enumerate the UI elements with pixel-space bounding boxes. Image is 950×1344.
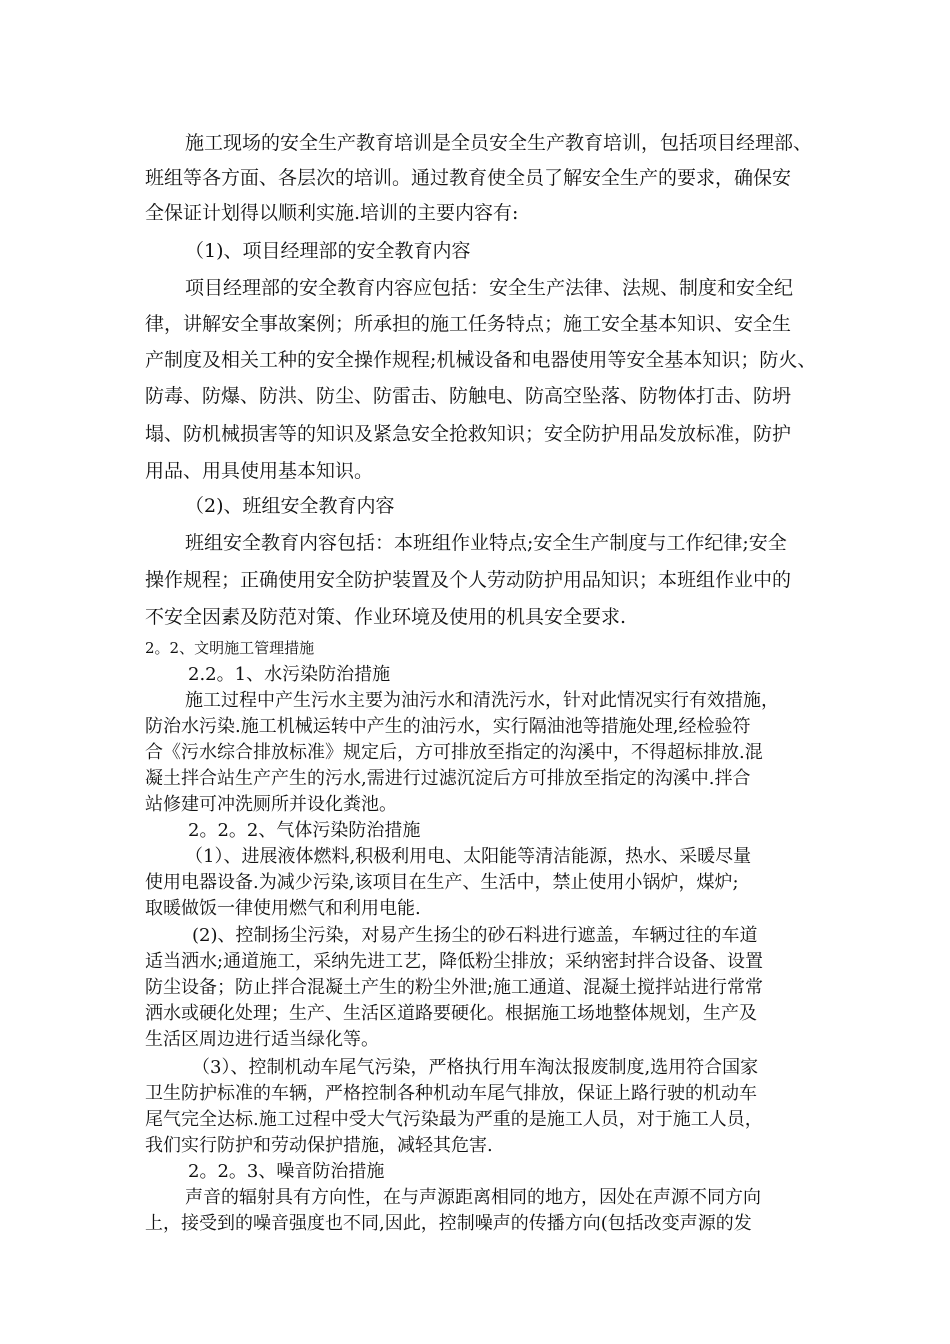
noise-line-1: 声音的辐射具有方向性，在与声源距离相同的地方，因处在声源不同方向	[185, 1187, 761, 1208]
water-line-5: 站修建可冲洗厕所并设化粪池。	[145, 794, 397, 815]
project-dept-line-5: 塌、防机械损害等的知识及紧急安全抢救知识；安全防护用品发放标准，防护	[145, 423, 792, 445]
gas-p3-line-2: 卫生防护标准的车辆，严格控制各种机动车尾气排放，保证上路行驶的机动车	[145, 1083, 757, 1104]
project-dept-line-1: 项目经理部的安全教育内容应包括：安全生产法律、法规、制度和安全纪	[185, 277, 794, 299]
heading-gas-pollution: 2。2。2、气体污染防治措施	[188, 820, 421, 841]
gas-p2-line-4: 洒水或硬化处理；生产、生活区道路要硬化。根据施工场地整体规划，生产及	[145, 1003, 757, 1024]
team-line-1: 班组安全教育内容包括：本班组作业特点;安全生产制度与工作纪律;安全	[185, 532, 787, 554]
project-dept-line-6: 用品、用具使用基本知识。	[145, 460, 374, 482]
subheading-project-dept: （1)、项目经理部的安全教育内容	[185, 240, 471, 262]
gas-p1-line-2: 使用电器设备.为减少污染,该项目在生产、生活中，禁止使用小锅炉，煤炉;	[145, 872, 739, 893]
water-line-4: 凝土拌合站生产产生的污水,需进行过滤沉淀后方可排放至指定的沟溪中.拌合	[145, 768, 751, 789]
gas-p3-line-1: （3）、控制机动车尾气污染，严格执行用车淘汰报废制度,选用符合国家	[192, 1057, 759, 1078]
gas-p2-line-2: 适当洒水;通道施工，采纳先进工艺，降低粉尘排放；采纳密封拌合设备、设置	[145, 951, 764, 972]
project-dept-line-4: 防毒、防爆、防洪、防尘、防雷击、防触电、防高空坠落、防物体打击、防坍	[145, 385, 792, 407]
noise-line-2: 上，接受到的噪音强度也不同,因此，控制噪声的传播方向(包括改变声源的发	[145, 1213, 752, 1234]
water-line-2: 防治水污染.施工机械运转中产生的油污水，实行隔油池等措施处理,经检验符	[145, 716, 751, 737]
intro-line-1: 施工现场的安全生产教育培训是全员安全生产教育培训，包括项目经理部、	[185, 132, 813, 154]
gas-p3-line-3: 尾气完全达标.施工过程中受大气污染最为严重的是施工人员，对于施工人员，	[145, 1109, 763, 1130]
section-heading-civilized-construction: 2。2、文明施工管理措施	[145, 639, 315, 657]
heading-water-pollution: 2.2。1、水污染防治措施	[188, 664, 391, 685]
project-dept-line-3: 产制度及相关工种的安全操作规程;机械设备和电器使用等安全基本知识；防火、	[145, 349, 817, 371]
heading-noise: 2。2。3、噪音防治措施	[188, 1161, 385, 1182]
gas-p1-line-1: （1）、进展液体燃料,积极利用电、太阳能等清洁能源，热水、采暖尽量	[185, 846, 752, 867]
water-line-1: 施工过程中产生污水主要为油污水和清洗污水，针对此情况实行有效措施，	[185, 690, 779, 711]
team-line-3: 不安全因素及防范对策、作业环境及使用的机具安全要求.	[145, 606, 627, 628]
project-dept-line-2: 律，讲解安全事故案例；所承担的施工任务特点；施工安全基本知识、安全生	[145, 313, 792, 335]
gas-p2-line-1: (2)、控制扬尘污染，对易产生扬尘的砂石料进行遮盖，车辆过往的车道	[192, 925, 758, 946]
intro-line-2: 班组等各方面、各层次的培训。通过教育使全员了解安全生产的要求，确保安	[145, 167, 792, 189]
subheading-team: （2)、班组安全教育内容	[185, 495, 395, 517]
gas-p1-line-3: 取暖做饭一律使用燃气和利用电能.	[145, 898, 421, 919]
team-line-2: 操作规程；正确使用安全防护装置及个人劳动防护用品知识；本班组作业中的	[145, 569, 792, 591]
gas-p2-line-5: 生活区周边进行适当绿化等。	[145, 1029, 379, 1050]
intro-line-3: 全保证计划得以顺利实施.培训的主要内容有:	[145, 202, 519, 224]
water-line-3: 合《污水综合排放标准》规定后，方可排放至指定的沟溪中，不得超标排放.混	[145, 742, 763, 763]
gas-p2-line-3: 防尘设备；防止拌合混凝土产生的粉尘外泄;施工通道、混凝土搅拌站进行常常	[145, 977, 764, 998]
gas-p3-line-4: 我们实行防护和劳动保护措施，减轻其危害.	[145, 1135, 493, 1156]
